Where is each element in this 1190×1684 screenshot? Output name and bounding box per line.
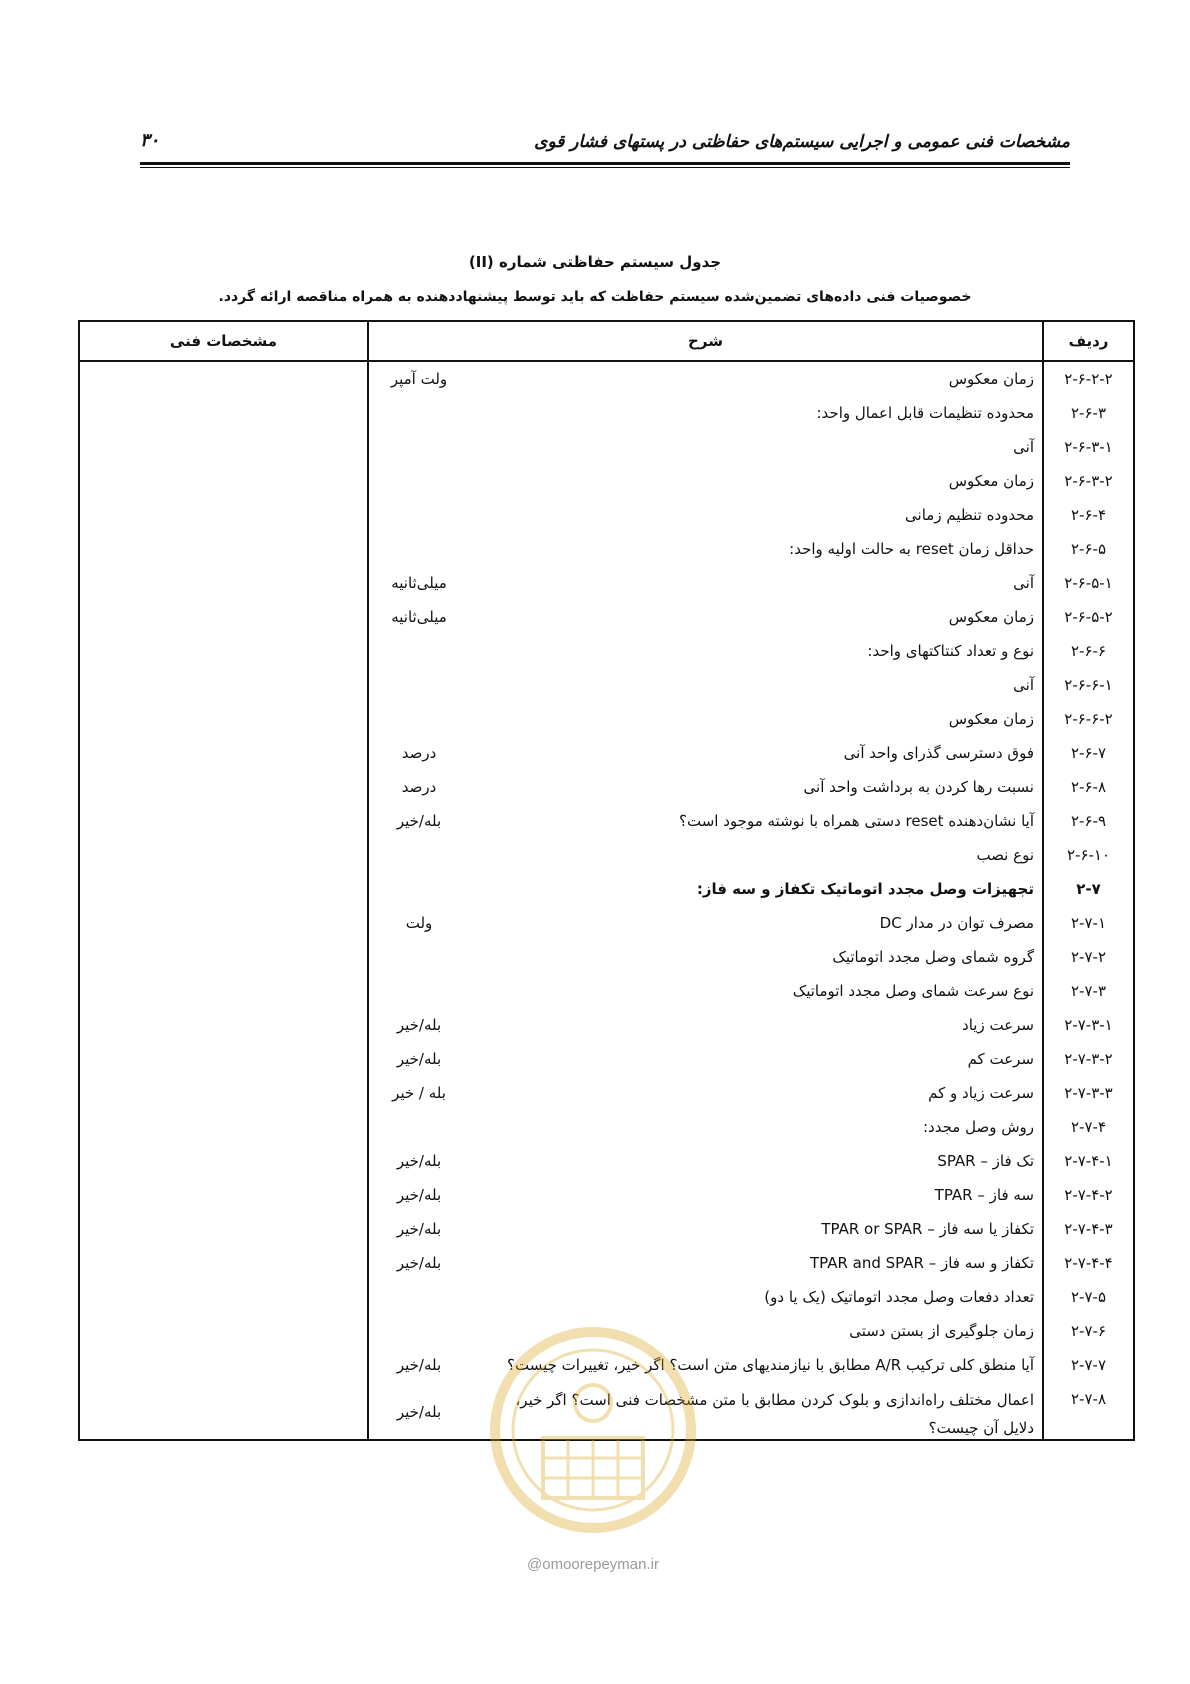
row-spec-cell[interactable] — [80, 634, 384, 668]
row-description: اعمال مختلف راه‌اندازی و بلوک کردن مطابق با متن مشخصات فنی است؟ اگر خیر، دلایل آن چیست؟ — [515, 1391, 1034, 1437]
row-id: ۲-۶-۶ — [1071, 642, 1106, 660]
table-body — [80, 362, 1133, 1442]
row-description: تعداد دفعات وصل مجدد اتوماتیک (یک یا دو) — [764, 1288, 1034, 1306]
table-row — [80, 634, 1133, 668]
row-spec-cell[interactable] — [80, 1348, 384, 1382]
table-row — [80, 1076, 1133, 1110]
row-spec-cell[interactable] — [80, 1008, 384, 1042]
table-row — [80, 1280, 1133, 1314]
row-id: ۲-۷-۵ — [1071, 1288, 1106, 1306]
row-description: تکفاز و سه فاز – TPAR and SPAR — [809, 1254, 1034, 1272]
row-description: محدوده تنظیمات قابل اعمال واحد: — [816, 404, 1034, 422]
row-unit: ولت — [405, 914, 433, 932]
row-spec-cell[interactable] — [80, 1110, 384, 1144]
table-row — [80, 838, 1133, 872]
row-spec-cell[interactable] — [80, 1042, 384, 1076]
row-spec-cell[interactable] — [80, 600, 384, 634]
row-unit: بله/خیر — [396, 1356, 442, 1374]
row-id: ۲-۶-۶-۲ — [1064, 710, 1113, 728]
row-spec-cell[interactable] — [80, 940, 384, 974]
table-row — [80, 770, 1133, 804]
row-description: محدوده تنظیم زمانی — [905, 506, 1034, 524]
row-description: مصرف توان در مدار DC — [879, 914, 1034, 932]
row-id: ۲-۷-۴-۳ — [1064, 1220, 1113, 1238]
row-spec-cell[interactable] — [80, 906, 384, 940]
row-spec-cell[interactable] — [80, 838, 384, 872]
table-row — [80, 362, 1133, 396]
row-id: ۲-۶-۳-۱ — [1064, 438, 1113, 456]
row-spec-cell[interactable] — [80, 464, 384, 498]
row-unit: بله/خیر — [396, 1186, 442, 1204]
row-id: ۲-۶-۲-۲ — [1064, 370, 1113, 388]
row-spec-cell[interactable] — [80, 1314, 384, 1348]
row-id: ۲-۷-۴-۴ — [1064, 1254, 1113, 1272]
row-spec-cell[interactable] — [80, 974, 384, 1008]
table-header-row — [80, 322, 1133, 362]
row-spec-cell[interactable] — [80, 396, 384, 430]
row-description: آیا نشان‌دهنده reset دستی همراه با نوشته موجود است؟ — [679, 812, 1034, 830]
header-rule — [140, 162, 1070, 165]
row-unit: میلی‌ثانیه — [391, 608, 447, 626]
row-id: ۲-۶-۳-۲ — [1064, 472, 1113, 490]
row-description: آنی — [1013, 438, 1034, 456]
row-description: روش وصل مجدد: — [923, 1118, 1034, 1136]
row-id: ۲-۷-۷ — [1071, 1356, 1106, 1374]
row-spec-cell[interactable] — [80, 804, 384, 838]
row-id: ۲-۶-۸ — [1071, 778, 1106, 796]
row-spec-cell[interactable] — [80, 1382, 384, 1416]
table-row — [80, 668, 1133, 702]
row-spec-cell[interactable] — [80, 736, 384, 770]
row-id: ۲-۷-۳-۱ — [1064, 1016, 1113, 1034]
table-row — [80, 1212, 1133, 1246]
row-id: ۲-۶-۹ — [1071, 812, 1106, 830]
row-spec-cell[interactable] — [80, 1178, 384, 1212]
row-spec-cell[interactable] — [80, 498, 384, 532]
row-id: ۲-۷-۴-۱ — [1064, 1152, 1113, 1170]
row-id: ۲-۷-۱ — [1071, 914, 1106, 932]
row-description: نوع سرعت شمای وصل مجدد اتوماتیک — [792, 982, 1034, 1000]
row-description: سرعت کم — [967, 1050, 1034, 1068]
row-id: ۲-۷-۶ — [1071, 1322, 1106, 1340]
table-row — [80, 736, 1133, 770]
row-id: ۲-۶-۶-۱ — [1064, 676, 1113, 694]
row-unit: بله/خیر — [396, 1220, 442, 1238]
row-id: ۲-۶-۵ — [1071, 540, 1106, 558]
row-spec-cell[interactable] — [80, 532, 384, 566]
row-spec-cell[interactable] — [80, 566, 384, 600]
row-id: ۲-۷-۴-۲ — [1064, 1186, 1113, 1204]
row-unit: درصد — [401, 778, 437, 796]
row-spec-cell[interactable] — [80, 770, 384, 804]
row-description: زمان معکوس — [948, 370, 1034, 388]
row-id: ۲-۷-۳-۳ — [1064, 1084, 1113, 1102]
row-description: گروه شمای وصل مجدد اتوماتیک — [832, 948, 1034, 966]
row-unit: بله/خیر — [396, 1254, 442, 1272]
table-row — [80, 804, 1133, 838]
row-unit: بله/خیر — [396, 1403, 442, 1421]
row-unit: بله/خیر — [396, 1050, 442, 1068]
row-unit: بله / خیر — [392, 1084, 446, 1102]
table-row — [80, 940, 1133, 974]
row-spec-cell[interactable] — [80, 1076, 384, 1110]
page-title: مشخصات فنی عمومی و اجرایی سیستم‌های حفاظتی در پستهای فشار قوی — [534, 132, 1070, 152]
row-spec-cell[interactable] — [80, 702, 384, 736]
row-description: آیا منطق کلی ترکیب A/R مطابق با نیازمندیهای متن است؟ اگر خیر، تغییرات چیست؟ — [507, 1356, 1034, 1374]
watermark-text: @omoorepeyman.ir — [527, 1556, 659, 1573]
row-description: نوع نصب — [976, 846, 1034, 864]
column-header-description: شرح — [688, 332, 723, 350]
table-row — [80, 1042, 1133, 1076]
row-unit: درصد — [401, 744, 437, 762]
row-id: ۲-۷ — [1076, 880, 1101, 898]
table-subtitle: خصوصیات فنی داده‌های تضمین‌شده سیستم حفاظت که باید توسط پیشنهاددهنده به همراه مناقصه ارائه گردد. — [218, 289, 972, 305]
row-spec-cell[interactable] — [80, 362, 384, 396]
table-row — [80, 1008, 1133, 1042]
column-header-spec: مشخصات فنی — [169, 332, 278, 350]
table-row — [80, 464, 1133, 498]
table-row — [80, 974, 1133, 1008]
table-row — [80, 1144, 1133, 1178]
row-spec-cell[interactable] — [80, 1144, 384, 1178]
row-description: زمان جلوگیری از بستن دستی — [849, 1322, 1034, 1340]
row-description: زمان معکوس — [948, 608, 1034, 626]
row-description: سرعت زیاد و کم — [928, 1084, 1034, 1102]
row-description: حداقل زمان reset به حالت اولیه واحد: — [789, 540, 1034, 558]
row-unit: میلی‌ثانیه — [391, 574, 447, 592]
table-row — [80, 396, 1133, 430]
row-unit: بله/خیر — [396, 812, 442, 830]
row-description: آنی — [1013, 574, 1034, 592]
row-id: ۲-۷-۸ — [1071, 1390, 1106, 1408]
watermark-seal-icon — [488, 1318, 698, 1548]
row-id: ۲-۷-۴ — [1071, 1118, 1106, 1136]
row-description: تکفاز یا سه فاز – TPAR or SPAR — [821, 1220, 1034, 1238]
row-spec-cell[interactable] — [80, 1280, 384, 1314]
page-number: ۳۰ — [140, 130, 160, 151]
row-description: نوع و تعداد کنتاکتهای واحد: — [867, 642, 1034, 660]
row-description: زمان معکوس — [948, 710, 1034, 728]
table-row — [80, 872, 1133, 906]
row-id: ۲-۶-۵-۲ — [1064, 608, 1113, 626]
table-row — [80, 532, 1133, 566]
row-description: تجهیزات وصل مجدد اتوماتیک تکفاز و سه فاز: — [696, 880, 1034, 898]
row-description: تک فاز – SPAR — [937, 1152, 1034, 1170]
table-row — [80, 1110, 1133, 1144]
row-id: ۲-۷-۲ — [1071, 948, 1106, 966]
row-description: فوق دسترسی گذرای واحد آنی — [843, 744, 1034, 762]
row-id: ۲-۶-۴ — [1071, 506, 1106, 524]
table-row — [80, 702, 1133, 736]
row-description: زمان معکوس — [948, 472, 1034, 490]
column-header-id: ردیف — [1068, 332, 1109, 350]
row-unit: بله/خیر — [396, 1016, 442, 1034]
row-spec-cell[interactable] — [80, 430, 384, 464]
row-id: ۲-۶-۱۰ — [1066, 846, 1111, 864]
table-title: جدول سیستم حفاظتی شماره (II) — [468, 253, 722, 271]
row-spec-cell[interactable] — [80, 1212, 384, 1246]
table-row — [80, 906, 1133, 940]
header-rule-thin — [140, 167, 1070, 168]
table-row — [80, 498, 1133, 532]
row-id: ۲-۷-۳ — [1071, 982, 1106, 1000]
table-row — [80, 1246, 1133, 1280]
row-spec-cell[interactable] — [80, 668, 384, 702]
row-description: سرعت زیاد — [962, 1016, 1034, 1034]
table-row — [80, 1178, 1133, 1212]
table-row — [80, 430, 1133, 464]
row-description: نسبت رها کردن به برداشت واحد آنی — [803, 778, 1034, 796]
table-row — [80, 566, 1133, 600]
row-id: ۲-۶-۵-۱ — [1064, 574, 1113, 592]
row-unit: بله/خیر — [396, 1152, 442, 1170]
table-row — [80, 600, 1133, 634]
row-description: سه فاز – TPAR — [934, 1186, 1034, 1204]
row-id: ۲-۶-۳ — [1071, 404, 1106, 422]
row-description: آنی — [1013, 676, 1034, 694]
row-id: ۲-۷-۳-۲ — [1064, 1050, 1113, 1068]
row-spec-cell[interactable] — [80, 1246, 384, 1280]
row-spec-cell[interactable] — [80, 872, 384, 906]
row-id: ۲-۶-۷ — [1071, 744, 1106, 762]
row-unit: ولت آمپر — [390, 370, 448, 388]
spec-table — [78, 320, 1135, 1441]
